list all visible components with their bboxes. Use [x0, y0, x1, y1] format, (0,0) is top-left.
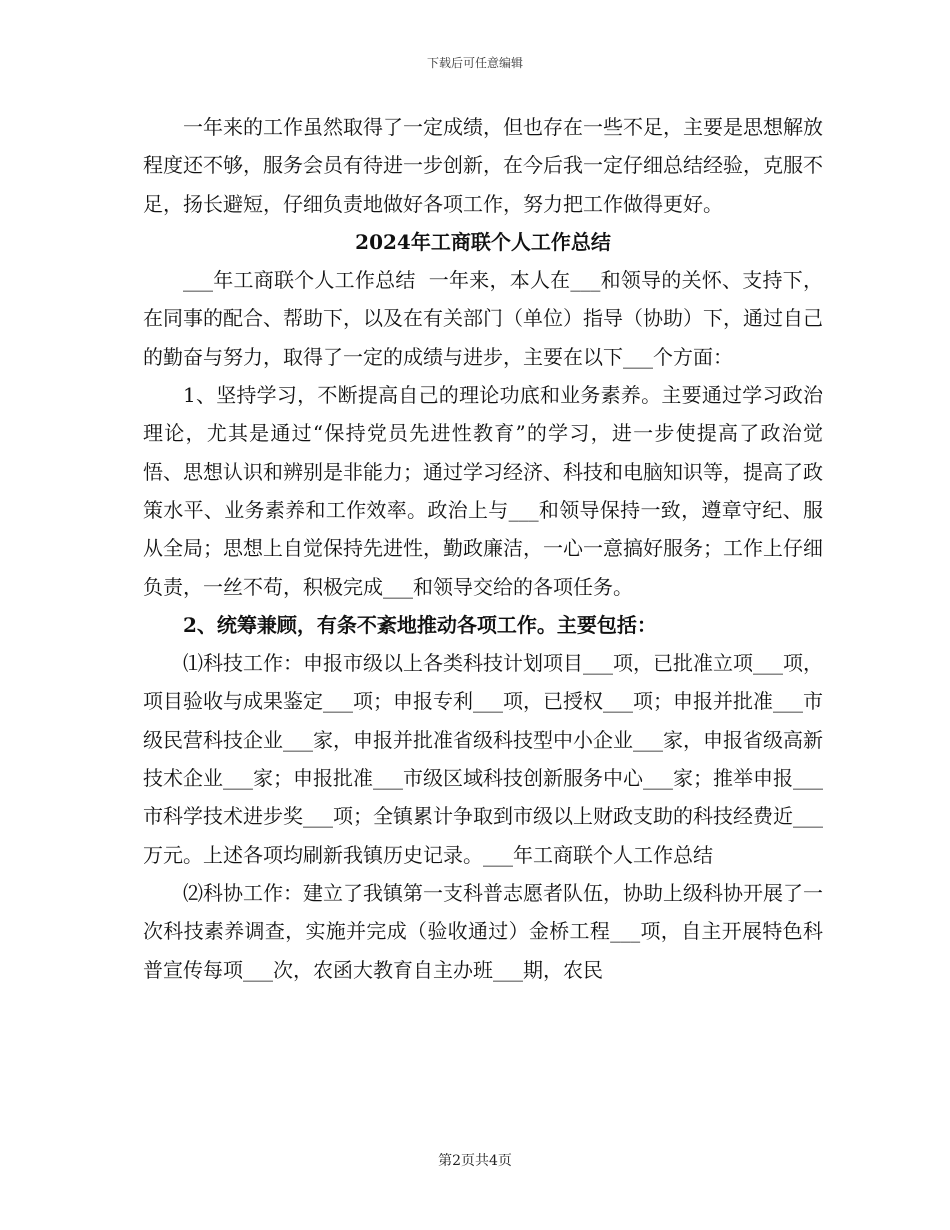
page-number: 第2页共4页 [438, 1153, 512, 1169]
paragraph-intro: ___年工商联个人工作总结 一年来，本人在___和领导的关怀、支持下，在同事的配合、帮助下，以及在有关部门（单位）指导（协助）下，通过自己的勤奋与努力，取得了一定的成绩与进步，主要在以下___个方面： [143, 268, 823, 369]
page-header: 下载后可任意编辑 [426, 56, 523, 70]
paragraph-item-2-heading: 2、统筹兼顾，有条不紊地推动各项工作。主要包括： [183, 612, 657, 637]
document-title: 2024年工商联个人工作总结 [355, 229, 611, 254]
paragraph-summary-closing: 一年来的工作虽然取得了一定成绩，但也存在一些不足，主要是思想解放程度还不够，服务会员有待进一步创新，在今后我一定仔细总结经验，克服不足，扬长避短，仔细负责地做好各项工作，努力把工作做得更好。 [143, 115, 823, 216]
paragraph-science-association-work: ⑵科协工作：建立了我镇第一支科普志愿者队伍，协助上级科协开展了一次科技素养调查，实施并完成（验收通过）金桥工程___项，自主开展特色科普宣传每项___次，农函大教育自主办班___期，农民 [143, 880, 823, 982]
paragraph-tech-work: ⑴科技工作：申报市级以上各类科技计划项目___项，已批准立项___项，项目验收与成果鉴定___项；申报专利___项，已授权___项；申报并批准___市级民营科技企业___家，申报并批准省级科技型中小企业___家，申报省级高新技术企业___家；申报批准___市级区域科技创新服务中心___家；推举申报___市科学技术进步奖___项；全镇累计争取到市级以上财政支助的科技经费近___万元。上述各项均刷新我镇历史记录。___年工商联个人工作总结 [143, 651, 823, 867]
document-body [143, 108, 823, 989]
paragraph-item-1: 1、坚持学习，不断提高自己的理论功底和业务素养。主要通过学习政治理论，尤其是通过“保持党员先进性教育”的学习，进一步使提高了政治觉悟、思想认识和辨别是非能力；通过学习经济、科技和电脑知识等，提高了政策水平、业务素养和工作效率。政治上与___和领导保持一致，遵章守纪、服从全局；思想上自觉保持先进性，勤政廉洁，一心一意搞好服务；工作上仔细负责，一丝不苟，积极完成___和领导交给的各项任务。 [143, 383, 823, 599]
